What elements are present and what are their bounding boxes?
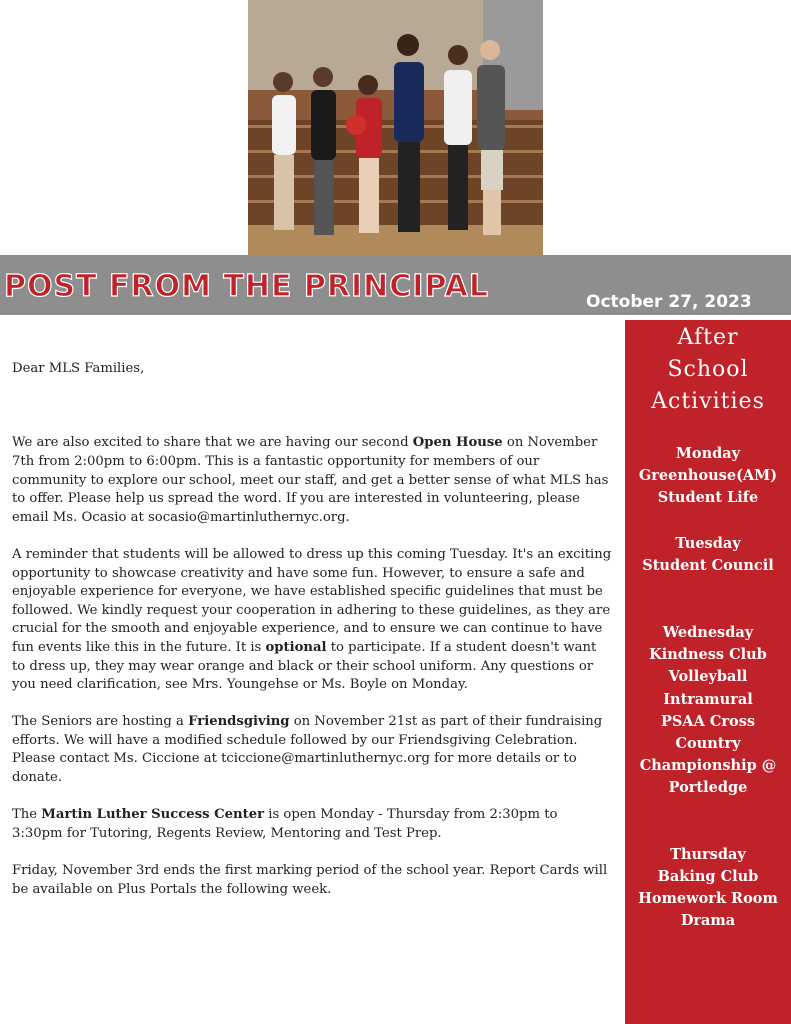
newsletter-date: October 27, 2023 [586, 292, 752, 312]
letter-body [12, 360, 612, 918]
team-photo [248, 0, 543, 255]
paragraph-marking-period: Friday, November 3rd ends the first marking period of the school year. Report Cards will be available on Plus Portals the following week. [12, 863, 608, 897]
wednesday-activities: Wednesday Kindness Club Volleyball Intramural PSAA Cross Country Championship @ Portledge [639, 624, 777, 797]
sidebar-title: After School Activities [651, 325, 765, 414]
page-title: POST FROM THE PRINCIPAL [4, 269, 490, 304]
tuesday-activities: Tuesday Student Council [642, 534, 774, 574]
paragraph-dress-up: A reminder that students will be allowed to dress up this coming Tuesday. It's an exciting opportunity to showcase creativity and have some fun. However, to ensure a safe and enjoyable experience for everyone, we have established specific guidelines that must be followed. We kindly request your cooperation in adhering to these guidelines, as they are crucial for the smooth and enjoyable experience, and to ensure we can continue to have fun events like this in the future. It is optional to participate. If a student doesn't want to dress up, they may wear orange and black or their school uniform. Any questions or you need clarification, see Mrs. Youngehse or Ms. Boyle on Monday. [12, 546, 612, 693]
monday-activities: Monday Greenhouse(AM) Student Life [638, 445, 778, 507]
paragraph-friendsgiving: The Seniors are hosting a Friendsgiving on November 21st as part of their fundraising efforts. We will have a modified schedule followed by our Friendsgiving Celebration. Please contact Ms. Ciccione at tciccione@martinluthernyc.org for more details or to donate. [12, 714, 603, 786]
greeting: Dear MLS Families, [12, 361, 145, 376]
thursday-activities: Thursday Baking Club Homework Room Drama [638, 845, 778, 930]
activities-sidebar [625, 320, 791, 1024]
paragraph-success-center: The Martin Luther Success Center is open Monday - Thursday from 2:30pm to 3:30pm for Tutoring, Regents Review, Mentoring and Test Prep. [12, 807, 558, 841]
paragraph-open-house: We are also excited to share that we are having our second Open House on November 7th from 2:00pm to 6:00pm. This is a fantastic opportunity for members of our community to explore our school, meet our staff, and get a better sense of what MLS has to offer. Please help us spread the word. If you are interested in volunteering, please email Ms. Ocasio at socasio@martinluthernyc.org. [12, 435, 609, 525]
